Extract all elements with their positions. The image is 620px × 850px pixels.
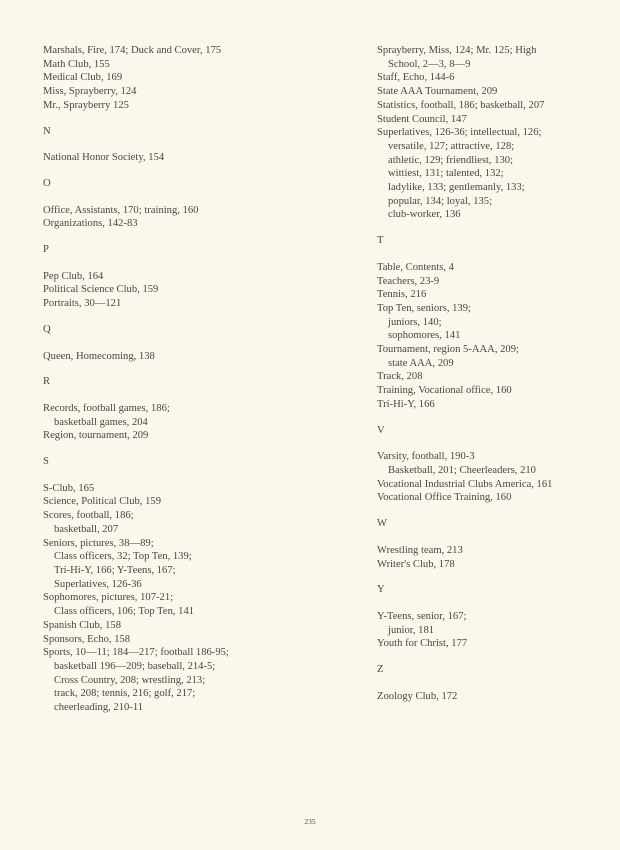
index-entry-line: Y-Teens, senior, 167;: [377, 610, 467, 622]
index-section-letter: O: [43, 177, 51, 189]
index-entry: [377, 126, 612, 222]
index-entry-line: Youth for Christ, 177: [377, 638, 468, 650]
index-section-letter: P: [43, 244, 49, 256]
index-entry-subline: juniors, 140;: [388, 316, 442, 328]
index-entry-subline: basketball, 207: [54, 523, 119, 535]
index-entry: [377, 370, 612, 384]
index-entry-line: Zoology Club, 172: [377, 690, 458, 702]
index-entry: [377, 478, 612, 492]
index-entry-subline: popular, 134; loyal, 135;: [388, 195, 493, 207]
index-section-letter: T: [377, 235, 384, 247]
index-entry-line: Office, Assistants, 170; training, 160: [43, 204, 199, 216]
index-entry-line: Records, football games, 186;: [43, 402, 170, 414]
index-entry: [377, 384, 612, 398]
index-entry-line: Portraits, 30—121: [43, 298, 122, 310]
index-entry-subline: basketball games, 204: [54, 416, 148, 428]
index-entry: [377, 690, 612, 704]
index-entry-subline: ladylike, 133; gentlemanly, 133;: [388, 182, 525, 194]
index-entry-line: Track, 208: [377, 371, 423, 383]
index-entry-line: State AAA Tournament, 209: [377, 86, 498, 98]
index-entry-subline: Basketball, 201; Cheerleaders, 210: [388, 464, 536, 476]
index-section-letter: W: [377, 518, 387, 530]
index-section-letter: R: [43, 376, 51, 388]
index-entry: [377, 544, 612, 558]
index-entry: [43, 633, 313, 647]
index-entry: [377, 343, 612, 370]
index-entry-line: Table, Contents, 4: [377, 261, 454, 273]
index-left-column: [43, 44, 313, 715]
index-right-column: [377, 44, 612, 703]
index-entry-line: Training, Vocational office, 160: [377, 385, 512, 397]
index-entry: [377, 85, 612, 99]
index-entry-line: Marshals, Fire, 174; Duck and Cover, 175: [43, 45, 222, 56]
index-entry: [377, 44, 612, 71]
index-entry-line: Scores, football, 186;: [43, 510, 134, 522]
index-entry-line: Student Council, 147: [377, 113, 467, 125]
index-entry-line: Sprayberry, Miss, 124; Mr. 125; High: [377, 45, 537, 56]
index-entry: [377, 302, 612, 343]
index-entry-line: Mr., Sprayberry 125: [43, 99, 129, 111]
index-entry-subline: sophomores, 141: [388, 330, 461, 342]
index-entry: [377, 275, 612, 289]
index-entry-line: Sophomores, pictures, 107-21;: [43, 592, 174, 604]
index-entry-line: Miss, Sprayberry, 124: [43, 86, 137, 98]
index-entry: [377, 288, 612, 302]
index-entry-line: Wrestling team, 213: [377, 544, 463, 556]
index-entry-subline: athletic, 129; friendliest, 130;: [388, 154, 514, 166]
index-entry-line: Seniors, pictures, 38—89;: [43, 537, 154, 549]
index-section-letter: N: [43, 125, 51, 137]
index-entry-line: Science, Political Club, 159: [43, 496, 161, 508]
index-section-letter: Y: [377, 584, 385, 596]
index-entry-line: S-Club, 165: [43, 482, 95, 494]
index-entry: [377, 637, 612, 651]
index-entry-line: Medical Club, 169: [43, 72, 123, 84]
index-entry: [43, 495, 313, 509]
index-entry-subline: versatile, 127; attractive, 128;: [388, 140, 515, 152]
index-entry: [43, 270, 313, 284]
index-entry-subline: cheerleading, 210-11: [54, 702, 144, 714]
index-entry-line: Statistics, football, 186; basketball, 207: [377, 99, 545, 111]
index-entry-line: National Honor Society, 154: [43, 152, 165, 164]
index-entry-subline: Class officers, 106; Top Ten, 141: [54, 606, 195, 618]
index-entry-subline: School, 2—3, 8—9: [388, 58, 471, 70]
index-entry-subline: wittiest, 131; talented, 132;: [388, 168, 504, 180]
index-entry-line: Writer's Club, 178: [377, 558, 455, 570]
index-entry-subline: track, 208; tennis, 216; golf, 217;: [54, 688, 196, 700]
index-entry-subline: Superlatives, 126-36: [54, 578, 142, 590]
index-entry-subline: club-worker, 136: [388, 209, 461, 221]
index-entry: [43, 619, 313, 633]
index-entry: [377, 491, 612, 505]
index-entry: [43, 646, 313, 715]
index-entry: [43, 591, 313, 618]
index-entry: [43, 71, 313, 85]
index-entry: [43, 151, 313, 165]
index-entry-line: Vocational Office Training, 160: [377, 492, 512, 504]
index-entry: [43, 85, 313, 99]
index-entry-line: Sports, 10—11; 184—217; football 186-95;: [43, 647, 229, 659]
index-section-letter: Z: [377, 664, 384, 676]
index-entry-subline: Tri-Hi-Y, 166; Y-Teens, 167;: [54, 564, 176, 576]
index-entry-line: Tri-Hi-Y, 166: [377, 398, 435, 410]
index-entry: [377, 610, 612, 637]
index-entry-line: Organizations, 142-83: [43, 218, 138, 230]
index-entry-subline: Cross Country, 208; wrestling, 213;: [54, 674, 206, 686]
index-entry-line: Political Science Club, 159: [43, 284, 159, 296]
index-entry-line: Math Club, 155: [43, 58, 110, 70]
index-entry-line: Teachers, 23-9: [377, 275, 440, 287]
index-entry-line: Region, tournament, 209: [43, 430, 149, 442]
index-entry-line: Sponsors, Echo, 158: [43, 633, 131, 645]
index-entry: [377, 261, 612, 275]
index-entry: [43, 482, 313, 496]
index-entry-subline: state AAA, 209: [388, 357, 454, 369]
index-entry: [43, 44, 313, 58]
index-entry: [377, 71, 612, 85]
index-entry-line: Top Ten, seniors, 139;: [377, 302, 471, 314]
page-number: 235: [304, 817, 316, 826]
index-entry-line: Staff, Echo, 144-6: [377, 72, 455, 84]
index-entry: [43, 99, 313, 113]
index-entry-line: Tennis, 216: [377, 289, 427, 301]
index-entry: [43, 509, 313, 536]
index-entry: [377, 99, 612, 113]
index-entry-line: Pep Club, 164: [43, 270, 104, 282]
index-entry: [43, 350, 313, 364]
index-entry: [377, 398, 612, 412]
index-entry-line: Superlatives, 126-36; intellectual, 126;: [377, 127, 542, 139]
index-entry: [43, 429, 313, 443]
index-entry-line: Vocational Industrial Clubs America, 161: [377, 478, 553, 490]
index-section-letter: Q: [43, 323, 51, 335]
index-entry: [43, 537, 313, 592]
index-entry: [43, 402, 313, 429]
index-entry: [43, 204, 313, 218]
index-entry-line: Tournament, region 5-AAA, 209;: [377, 344, 519, 356]
index-entry-line: Queen, Homecoming, 138: [43, 350, 155, 362]
index-section-letter: S: [43, 456, 49, 468]
index-entry-subline: basketball 196—209; baseball, 214-5;: [54, 660, 216, 672]
index-entry: [377, 450, 612, 477]
index-entry: [377, 558, 612, 572]
index-entry: [43, 283, 313, 297]
index-entry: [43, 217, 313, 231]
index-entry-line: Varsity, football, 190-3: [377, 451, 475, 463]
index-entry: [43, 297, 313, 311]
index-entry-subline: Class officers, 32; Top Ten, 139;: [54, 551, 192, 563]
index-entry: [43, 58, 313, 72]
index-entry-subline: junior, 181: [388, 624, 435, 636]
index-entry-line: Spanish Club, 158: [43, 619, 121, 631]
index-section-letter: V: [377, 424, 385, 436]
index-entry: [377, 113, 612, 127]
